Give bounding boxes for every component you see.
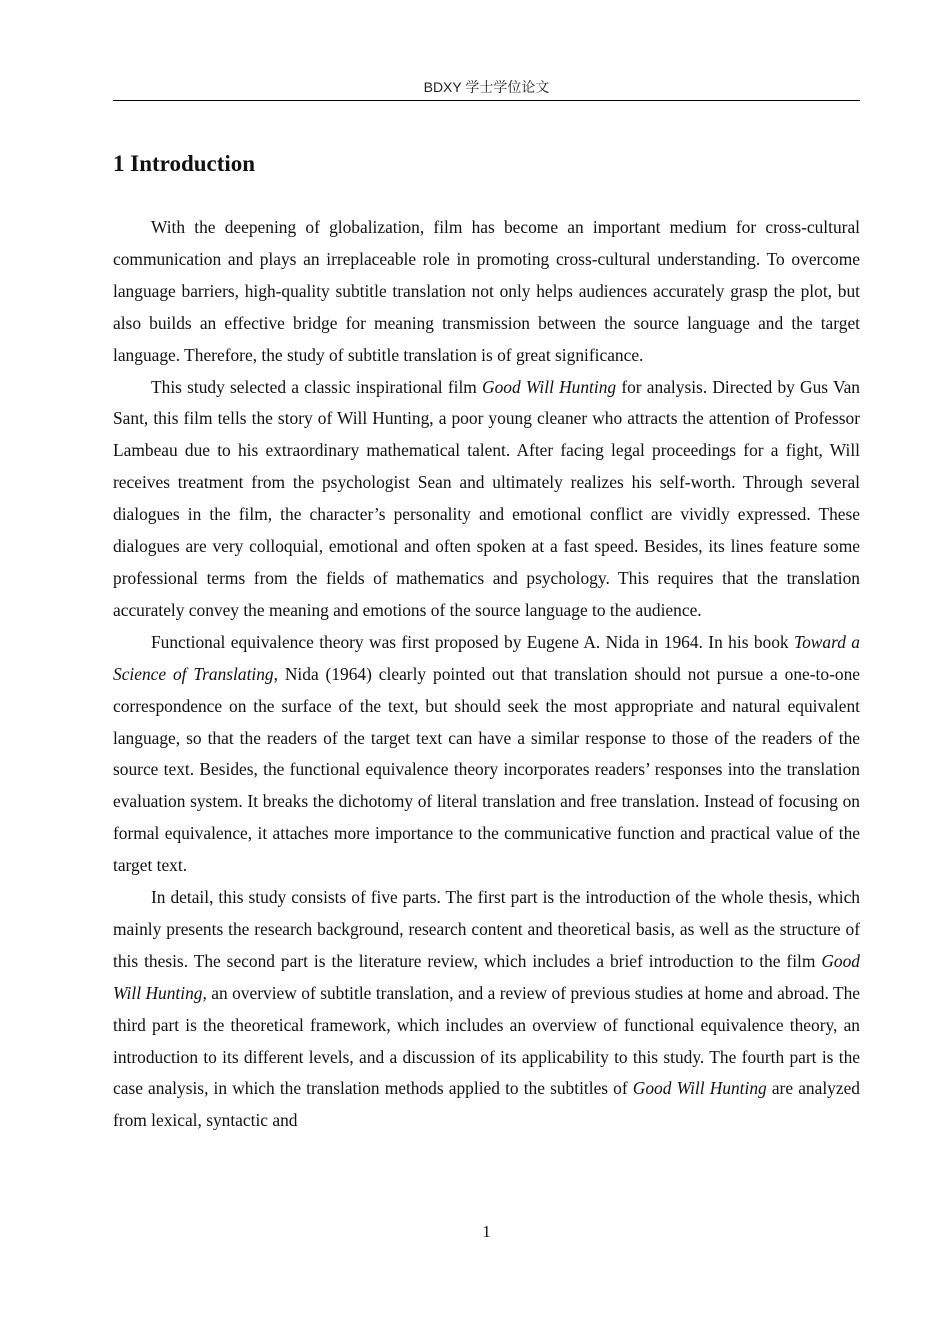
- section-heading: 1 Introduction: [113, 151, 256, 176]
- paragraph-2-text-a: This study selected a classic inspirational film: [151, 376, 483, 397]
- film-title: Good Will Hunting: [632, 1078, 767, 1099]
- paragraph-4: [113, 882, 860, 1137]
- page-number: 1: [482, 1222, 491, 1241]
- paragraph-1: [113, 212, 860, 372]
- book-title: Toward a Science of Translating: [113, 631, 860, 684]
- paragraph-4-text-a: In detail, this study consists of five parts. The first part is the introduction of the whole thesis, which mainly presents the research background, research content and theoretical basis, as well as the structure of this thesis. The second part is the literature review, which includes a brief introduction to the film: [113, 887, 860, 971]
- paragraph-4-text-c: are analyzed from lexical, syntactic and: [113, 1078, 860, 1131]
- paragraph-3-text-b: , Nida (1964) clearly pointed out that translation should not pursue a one-to-one correspondence on the surface of the text, but should seek the most appropriate and natural equivalent language, so that the readers of the target text can have a similar response to those of the readers of the source text. Besides, the functional equivalence theory incorporates readers’ responses into the translation evaluation system. It breaks the dichotomy of literal translation and free translation. Instead of focusing on formal equivalence, it attaches more importance to the communicative function and practical value of the target text.: [113, 663, 860, 876]
- paragraph-2: [113, 372, 860, 627]
- film-title: Good Will Hunting: [113, 950, 860, 1003]
- paragraph-1-text: With the deepening of globalization, film has become an important medium for cross-cultural communication and plays an irreplaceable role in promoting cross-cultural understanding. To overcome language barriers, high-quality subtitle translation not only helps audiences accurately grasp the plot, but also builds an effective bridge for meaning transmission between the source language and the target language. Therefore, the study of subtitle translation is of great significance.: [113, 217, 860, 365]
- body-text: [113, 212, 860, 1137]
- paragraph-2-text-b: for analysis. Directed by Gus Van Sant, this film tells the story of Will Hunting, a poor young cleaner who attracts the attention of Professor Lambeau due to his extraordinary mathematical talent. After facing legal proceedings for a fight, Will receives treatment from the psychologist Sean and ultimately realizes his self-worth. Through several dialogues in the film, the character’s personality and emotional conflict are vividly expressed. These dialogues are very colloquial, emotional and often spoken at a fast speed. Besides, its lines feature some professional terms from the fields of mathematics and psychology. This requires that the translation accurately convey the meaning and emotions of the source language to the audience.: [113, 376, 860, 620]
- paragraph-4-text-b: , an overview of subtitle translation, and a review of previous studies at home and abroad. The third part is the theoretical framework, which includes an overview of functional equivalence theory, an introduction to its different levels, and a discussion of its applicability to this study. The fourth part is the case analysis, in which the translation methods applied to the subtitles of: [113, 982, 860, 1099]
- running-header: BDXY 学士学位论文: [423, 79, 550, 95]
- header-rule: [113, 100, 860, 101]
- paragraph-3: [113, 627, 860, 882]
- paragraph-3-text-a: Functional equivalence theory was first proposed by Eugene A. Nida in 1964. In his book: [151, 631, 795, 652]
- film-title: Good Will Hunting: [482, 376, 617, 397]
